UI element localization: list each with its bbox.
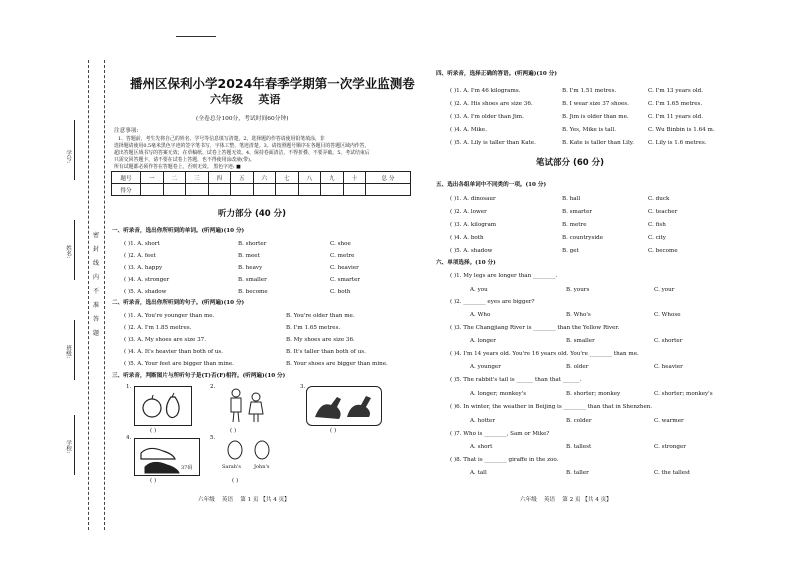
score-blank[interactable] (276, 184, 299, 196)
s6-q8[interactable]: ( )8. That is ________ giraffe in the zoo. (450, 457, 559, 463)
s1-q2-c: C. metre (330, 253, 355, 259)
s6-q3-a: A. longer (470, 338, 496, 344)
s2-q1[interactable]: ( )1. A. You're younger than me. (124, 313, 215, 319)
side-label-name: 姓名: (65, 245, 71, 259)
s1-q2-b: B. meet (238, 253, 260, 259)
listening-title: 听力部分 (40 分) (218, 209, 287, 219)
s5-q5-c: C. become (648, 248, 678, 254)
s6-q4-b: B. older (566, 364, 589, 370)
s2-q3-b: B. My shoes are size 36. (286, 337, 355, 343)
pic5-frame (218, 438, 282, 474)
section6-heading: 六、单项选择。(10 分) (436, 260, 496, 266)
s6-q7-c: C. stronger (654, 444, 686, 450)
section2-heading: 二、听录音，选出你所听到的句子。(听两遍)(10 分) (112, 300, 245, 306)
score-cell: 五 (231, 172, 254, 184)
s6-q6-c: C. warmer (654, 418, 684, 424)
side-field-line-1 (74, 120, 75, 180)
s2-q3[interactable]: ( )3. A. My shoes are size 37. (124, 337, 207, 343)
s5-q2-b: B. smarter (562, 209, 593, 215)
s1-q3[interactable]: ( )3. A. happy (124, 265, 163, 271)
score-table (111, 171, 411, 196)
note-line: 所有试题都必须作答在答题卷上，否则无效。 黑色字迹: ■ (114, 164, 241, 170)
s1-q1[interactable]: ( )1. A. short (124, 241, 160, 247)
seal-char: 内 (92, 274, 99, 281)
s5-q3-c: C. fish (648, 222, 666, 228)
pic4-price: 37码 (181, 465, 193, 471)
s4-q5-c: C. Lily is 1.6 metres. (648, 140, 707, 146)
s1-q4-b: B. smaller (238, 277, 267, 283)
s1-q3-c: C. heavier (330, 265, 359, 271)
s4-q1-b: B. I'm 1.51 metres. (562, 88, 617, 94)
s1-q2[interactable]: ( )2. A. feet (124, 253, 156, 259)
s1-q4-c: C. smarter (330, 277, 361, 283)
s4-q5-b: B. Kate is taller than Lily. (562, 140, 634, 146)
binding-line-inner (104, 60, 105, 530)
s5-q2[interactable]: ( )2. A. lower (450, 209, 487, 215)
note-line: 只需交回答题卡，请不要在试卷上答题，也不得使用涂改液(带)。 (114, 157, 255, 163)
s4-q4-b: B. Yes, Mike is tall. (562, 127, 616, 133)
pic1-frame (134, 386, 192, 426)
pic3-frame (306, 386, 382, 426)
score-cell: 六 (253, 172, 276, 184)
written-title: 笔试部分 (60 分) (536, 158, 605, 168)
score-cell: 题号 (112, 172, 141, 184)
note-line: 选择题请使用0.5毫米黑色字迹的签字笔书写，字体工整，笔迹清楚。3、请按照题号顺序在各题目的答题区域内作答， (114, 143, 370, 149)
score-cell: 得分 (112, 184, 141, 196)
section3-heading: 三、听录音，判断图片与所听句子是(T)否(F)相符。(听两遍)(10 分) (112, 373, 286, 379)
left-footer: 六年级 英语 第 1 页 【共 4 页】 (198, 497, 290, 503)
pic4-frame (134, 438, 200, 476)
seal-char: 线 (92, 260, 99, 267)
s5-q5-b: B. get (562, 248, 579, 254)
section4-heading: 四、听录音，选择正确的答语。(听两遍)(10 分) (436, 71, 558, 77)
score-cell: 九 (321, 172, 344, 184)
right-footer: 六年级 英语 第 2 页 【共 4 页】 (520, 497, 612, 503)
s1-q1-b: B. shorter (238, 241, 267, 247)
s6-q1-b: B. yours (566, 287, 590, 293)
score-blank[interactable] (163, 184, 186, 196)
exam-subtitle: 六年级 英语 (210, 93, 281, 106)
section5-heading: 五、选出各组单词中不同类的一项。(10 分) (436, 182, 547, 188)
score-blank[interactable] (253, 184, 276, 196)
s6-q2-a: A. Who (470, 312, 491, 318)
s4-q2-b: B. I wear size 37 shoes. (562, 101, 629, 107)
s4-q1-c: C. I'm 13 years old. (648, 88, 704, 94)
s4-q3-b: B. Jim is older than me. (562, 114, 629, 120)
s6-q4[interactable]: ( )4. I'm 14 years old. You're 16 years old. You're ________ than me. (450, 351, 639, 357)
score-cell: 二 (163, 172, 186, 184)
binding-line-outer (88, 60, 89, 530)
s1-q4[interactable]: ( )4. A. stronger (124, 277, 170, 283)
pic1-blank[interactable]: ( ) (150, 428, 157, 434)
s6-q6[interactable]: ( )6. In winter, the weather in Beijing is ________ than that in Shenzhen. (450, 404, 653, 410)
s1-q5-c: C. both (330, 289, 351, 295)
s5-q4-c: C. city (648, 235, 666, 241)
side-label-school: 学校: (65, 440, 71, 454)
s6-q7-b: B. tallest (566, 444, 592, 450)
seal-char: 封 (92, 246, 99, 253)
exam-title: 播州区保利小学2024年春季学期第一次学业监测卷 (130, 76, 415, 91)
score-cell: 总 分 (366, 172, 411, 184)
score-cell: 十 (343, 172, 366, 184)
dinosaur-icon (307, 387, 381, 425)
s2-q2[interactable]: ( )2. A. I'm 1.85 metres. (124, 325, 192, 331)
score-cell: 八 (298, 172, 321, 184)
s5-q3-b: B. metre (562, 222, 587, 228)
score-blank[interactable] (141, 184, 164, 196)
s4-q2[interactable]: ( )2. A. His shoes are size 36. (450, 101, 533, 107)
score-cell: 四 (208, 172, 231, 184)
s4-q4[interactable]: ( )4. A. Mike. (450, 127, 487, 133)
s2-q1-b: B. You're older than me. (286, 313, 355, 319)
s4-q4-c: C. Wu Binbin is 1.64 m. (648, 127, 715, 133)
s1-q1-c: C. shoe (330, 241, 351, 247)
s1-q5-b: B. become (238, 289, 268, 295)
s4-q3[interactable]: ( )3. A. I'm older than Jim. (450, 114, 524, 120)
s6-q2-b: B. Who's (566, 312, 591, 318)
s2-q4-b: B. It's taller than both of us. (286, 349, 366, 355)
s6-q3[interactable]: ( )3. The Changjiang River is ________ than the Yellow River. (450, 325, 620, 331)
pic3-number: 3. (300, 384, 306, 390)
s5-q4-b: B. countryside (562, 235, 604, 241)
seal-char: 不 (92, 288, 99, 295)
s6-q5[interactable]: ( )5. The rabbit's tail is ______ than that ______. (450, 377, 582, 383)
score-blank[interactable] (186, 184, 209, 196)
score-blank[interactable] (343, 184, 366, 196)
s4-q2-c: C. I'm 1.65 metres. (648, 101, 703, 107)
pic5-blank[interactable]: ( ) (232, 478, 239, 484)
s6-q7-a: A. short (470, 444, 493, 450)
s6-q5-a: A. longer; monkey's (470, 391, 527, 397)
s4-q5[interactable]: ( )5. A. Lily is taller than Kate. (450, 140, 536, 146)
s6-q3-b: B. smaller (566, 338, 595, 344)
s5-q1-c: C. duck (648, 196, 670, 202)
score-blank[interactable] (366, 184, 411, 196)
s5-q3[interactable]: ( )3. A. kilogram (450, 222, 497, 228)
s5-q1-b: B. hall (562, 196, 581, 202)
s6-q6-a: A. hotter (470, 418, 496, 424)
score-blank[interactable] (208, 184, 231, 196)
s4-q1[interactable]: ( )1. A. I'm 46 kilograms. (450, 88, 521, 94)
score-blank[interactable] (321, 184, 344, 196)
s2-q5[interactable]: ( )5. A. Your feet are bigger than mine. (124, 361, 234, 367)
side-label-xuehao: 学号: (65, 150, 71, 164)
s6-q4-c: C. heavier (654, 364, 683, 370)
side-label-class: 班级: (65, 345, 71, 359)
seal-char: 答 (92, 316, 99, 323)
s6-q2-c: C. Whose (654, 312, 681, 318)
s1-q5[interactable]: ( )5. A. shadow (124, 289, 167, 295)
s2-q5-b: B. Your shoes are bigger than mine. (286, 361, 388, 367)
side-field-line-4 (74, 415, 75, 475)
s6-q8-b: B. taller (566, 470, 589, 476)
s6-q8-a: A. tall (470, 470, 487, 476)
s5-q1[interactable]: ( )1. A. dinosaur (450, 196, 496, 202)
pic5-label-john: John's (254, 464, 270, 470)
pic5-number: 5. (210, 435, 216, 441)
s2-q4[interactable]: ( )4. A. It's heavier than both of us. (124, 349, 224, 355)
top-mark (176, 36, 216, 37)
s6-q1-a: A. you (470, 287, 488, 293)
s6-q2[interactable]: ( )2. ________ eyes are bigger? (450, 299, 535, 305)
s4-q3-c: C. I'm 11 years old. (648, 114, 704, 120)
s6-q5-c: C. shorter; monkey's (654, 391, 713, 397)
pic2-frame (218, 386, 274, 424)
people-icon (218, 386, 274, 424)
pic1-number: 1. (126, 384, 132, 390)
s6-q6-b: B. colder (566, 418, 592, 424)
section1-heading: 一、听录音，选出你所听到的单词。(听两遍)(10 分) (112, 228, 245, 234)
score-cell: 三 (186, 172, 209, 184)
seal-char: 密 (92, 232, 99, 239)
side-field-line-2 (74, 220, 75, 280)
s6-q1[interactable]: ( )1. My legs are longer than ________. (450, 273, 558, 279)
pic2-number: 2. (210, 384, 216, 390)
s6-q1-c: C. your (654, 287, 675, 293)
score-cell: 一 (141, 172, 164, 184)
pic5-label-sarah: Sarah's (222, 464, 241, 470)
s5-q4[interactable]: ( )4. A. both (450, 235, 484, 241)
s6-q3-c: C. shorter (654, 338, 683, 344)
score-blank[interactable] (298, 184, 321, 196)
s6-q8-c: C. the tallest (654, 470, 691, 476)
score-blank[interactable] (231, 184, 254, 196)
pic4-blank[interactable]: ( ) (150, 478, 157, 484)
s6-q5-b: B. shorter; monkey (566, 391, 621, 397)
fruit-icon (135, 387, 191, 425)
score-cell: 七 (276, 172, 299, 184)
note-line: 超出答题区域书写的答案无效；在草稿纸、试卷上答题无效。4、保持卷面清洁，不得折叠、不要弄破。5、考试结束后 (114, 150, 370, 156)
side-field-line-3 (74, 320, 75, 380)
pic2-blank[interactable]: ( ) (230, 428, 237, 434)
score-time-note: (全卷总分100分，考试时间60分钟) (196, 116, 289, 122)
s5-q5[interactable]: ( )5. A. shadow (450, 248, 493, 254)
note-line: 1、答题前，考生先将自己的姓名、学号等信息填写清楚。2、选择题的作答请使用铅笔填涂，非 (118, 136, 325, 142)
pic4-number: 4. (126, 435, 132, 441)
notes-label: 注意事项: (114, 128, 139, 134)
s6-q4-a: A. younger (470, 364, 501, 370)
s2-q2-b: B. I'm 1.65 metres. (286, 325, 341, 331)
seal-char: 题 (92, 330, 99, 337)
s6-q7[interactable]: ( )7. Who is ________, Sam or Mike? (450, 431, 550, 437)
s1-q3-b: B. heavy (238, 265, 263, 271)
pic3-blank[interactable]: ( ) (330, 428, 337, 434)
s5-q2-c: C. teacher (648, 209, 678, 215)
seal-char: 准 (92, 302, 99, 309)
